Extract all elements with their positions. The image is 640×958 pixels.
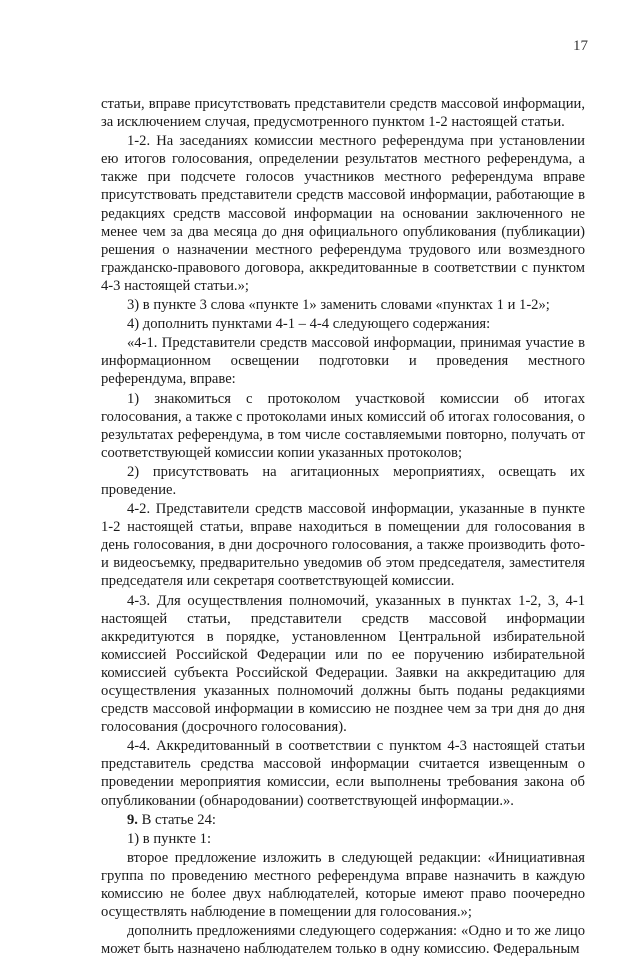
paragraph-12 xyxy=(101,830,585,848)
paragraph-text: второе предложение изложить в следующей редакции: «Инициативная группа по проведению местного референдума вправе назначить в каждую комиссию не более двух наблюдателей, которые имеют право поочередно осуществлять наблюдение в помещении для голосования.»; xyxy=(101,849,585,921)
paragraph-text: 4) дополнить пунктами 4-1 – 4-4 следующего содержания: xyxy=(127,316,491,333)
paragraph-text: «4-1. Представители средств массовой информации, принимая участие в информационном освещении подготовки и проведения местного референдума, вправе: xyxy=(101,335,585,388)
paragraph-4 xyxy=(101,315,585,333)
paragraph-10 xyxy=(101,737,585,809)
paragraph-text: 2) присутствовать на агитационных мероприятиях, освещать их проведение. xyxy=(101,463,585,498)
paragraph-text: В статье 24: xyxy=(137,811,216,828)
paragraph-7 xyxy=(101,463,585,499)
paragraph-text: статьи, вправе присутствовать представители средств массовой информации, за исключением случая, предусмотренного пунктом 1-2 настоящей статьи. xyxy=(101,96,585,131)
paragraph-3 xyxy=(101,296,585,314)
paragraph-5 xyxy=(101,334,585,388)
paragraph-text: 4-3. Для осуществления полномочий, указанных в пунктах 1-2, 3, 4-1 настоящей статьи, представители средств массовой информации аккредитуются в порядке, установленном Центральной избирательной комиссией Российской Федерации или по ее поручению избирательной комиссией субъекта Российской Федерации. Заявки на аккредитацию для осуществления указанных полномочий должны быть поданы редакциями средств массовой информации в комиссию не позднее чем за три дня до дня голосования (досрочного голосования). xyxy=(101,592,585,736)
paragraph-13 xyxy=(101,849,585,921)
paragraph-text: 1) в пункте 1: xyxy=(127,830,212,847)
section-number: 9. xyxy=(127,811,138,828)
paragraph-14 xyxy=(101,922,585,958)
paragraph-9 xyxy=(101,592,585,737)
paragraph-text: 1) знакомиться с протоколом участковой комиссии об итогах голосования, а также с протоколами иных комиссий об итогах голосования, о результатах референдума, в том числе составляемыми повторно, получать от соответствующей комиссии копии указанных протоколов; xyxy=(101,390,585,461)
paragraph-11 xyxy=(101,811,585,829)
page-number: 17 xyxy=(573,38,588,54)
paragraph-text: 4-2. Представители средств массовой информации, указанные в пункте 1-2 настоящей статьи, вправе находиться в помещении для голосования в день голосования, в дни досрочного голосования, а также производить фото- и видеосъемку, предварительно уведомив об этом председателя, заместителя председателя или секретаря соответствующей комиссии. xyxy=(101,501,585,590)
paragraph-text: 4-4. Аккредитованный в соответствии с пунктом 4-3 настоящей статьи представитель средства массовой информации считается извещенным о проведении мероприятия комиссии, если выполнены требования закона об опубликовании (обнародовании) соответствующей информации.». xyxy=(101,738,585,809)
paragraph-1 xyxy=(101,95,585,131)
paragraph-2 xyxy=(101,132,585,295)
paragraph-8 xyxy=(101,500,585,590)
paragraph-6 xyxy=(101,390,585,462)
paragraph-text: дополнить предложениями следующего содержания: «Одно и то же лицо может быть назначено наблюдателем только в одну комиссию. Федеральным xyxy=(101,923,585,958)
paragraph-text: 1-2. На заседаниях комиссии местного референдума при установлении ею итогов голосования, определении результатов местного референдума, а также при подсчете голосов участников местного референдума вправе присутствовать представители средств массовой информации, работающие в редакциях средств массовой информации на основании заключенного не менее чем за два месяца до дня официального опубликования (публикации) решения о назначении местного референдума трудового или возмездного гражданско-правового договора, аккредитованные в соответствии с пунктом 4-3 настоящей статьи.»; xyxy=(101,133,585,294)
document-body xyxy=(101,95,585,958)
paragraph-text: 3) в пункте 3 слова «пункте 1» заменить словами «пунктах 1 и 1-2»; xyxy=(127,297,550,314)
